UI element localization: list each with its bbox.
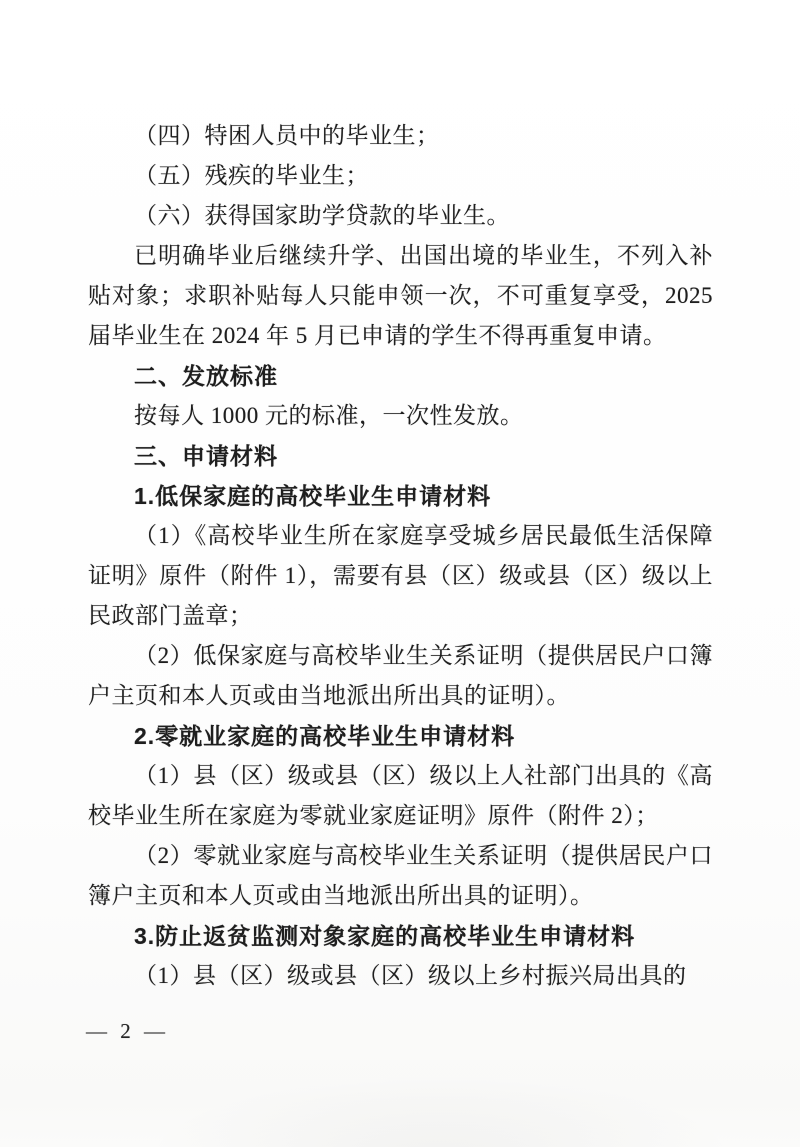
clause-item-4: （四）特困人员中的毕业生； bbox=[134, 123, 440, 148]
page-number: — 2 — bbox=[86, 1019, 169, 1043]
section-heading-2: 二、发放标准 bbox=[134, 363, 278, 389]
body-paragraph-1-1: （1）《高校毕业生所在家庭享受城乡居民最低生活保障证明》原件（附件 1），需要有县（区）级或县（区）级以上民政部门盖章； bbox=[88, 523, 713, 628]
section-heading-3: 三、申请材料 bbox=[134, 443, 278, 469]
material-subheading-2: 2.零就业家庭的高校毕业生申请材料 bbox=[134, 723, 516, 749]
body-paragraph-2-1: （1）县（区）级或县（区）级以上人社部门出具的《高校毕业生所在家庭为零就业家庭证明》原件（附件 2）； bbox=[88, 763, 713, 828]
material-subheading-3: 3.防止返贫监测对象家庭的高校毕业生申请材料 bbox=[134, 923, 636, 949]
body-paragraph-2-2: （2）零就业家庭与高校毕业生关系证明（提供居民户口簿户主页和本人页或由当地派出所出具的证明）。 bbox=[88, 843, 713, 908]
body-paragraph-standard: 按每人 1000 元的标准，一次性发放。 bbox=[134, 403, 524, 428]
document-body bbox=[88, 116, 713, 996]
body-paragraph-exclusion: 已明确毕业后继续升学、出国出境的毕业生，不列入补贴对象；求职补贴每人只能申领一次，不可重复享受，2025 届毕业生在 2024 年 5 月已申请的学生不得再重复申请。 bbox=[88, 243, 713, 348]
body-paragraph-3-1: （1）县（区）级或县（区）级以上乡村振兴局出具的 bbox=[134, 963, 687, 988]
material-subheading-1: 1.低保家庭的高校毕业生申请材料 bbox=[134, 483, 492, 509]
clause-item-5: （五）残疾的毕业生； bbox=[134, 163, 369, 188]
body-paragraph-1-2: （2）低保家庭与高校毕业生关系证明（提供居民户口簿户主页和本人页或由当地派出所出具的证明）。 bbox=[88, 643, 713, 708]
clause-item-6: （六）获得国家助学贷款的毕业生。 bbox=[134, 203, 510, 228]
